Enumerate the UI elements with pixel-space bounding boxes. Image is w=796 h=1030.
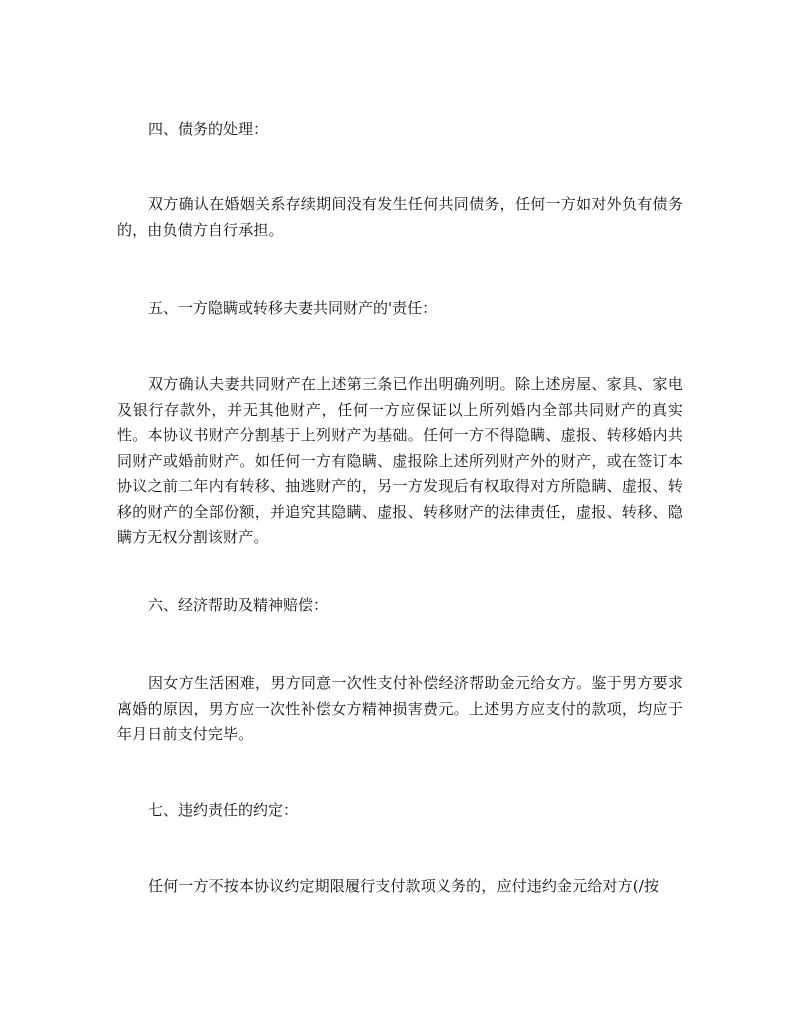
section-6-paragraph: 因女方生活困难，男方同意一次性支付补偿经济帮助金元给女方。鉴于男方要求离婚的原因，男方应一次性补偿女方精神损害费元。上述男方应支付的款项，均应于年月日前支付完毕。 <box>117 674 683 743</box>
section-4-paragraph: 双方确认在婚姻关系存续期间没有发生任何共同债务，任何一方如对外负有债务的，由负债方自行承担。 <box>117 195 683 239</box>
section-6-body <box>117 671 683 748</box>
section-4-body <box>117 192 683 243</box>
section-6-heading: 六、经济帮助及精神赔偿： <box>148 596 329 614</box>
section-5-heading: 五、一方隐瞒或转移夫妻共同财产的'责任： <box>148 299 438 317</box>
section-7-paragraph: 任何一方不按本协议约定期限履行支付款项义务的，应付违约金元给对方(/按 <box>148 877 660 895</box>
section-5-body <box>117 372 683 551</box>
section-7-heading: 七、违约责任的约定： <box>148 801 299 819</box>
section-4-heading: 四、债务的处理： <box>148 120 269 138</box>
section-5-paragraph: 双方确认夫妻共同财产在上述第三条已作出明确列明。除上述房屋、家具、家电及银行存款外，并无其他财产，任何一方应保证以上所列婚内全部共同财产的真实性。本协议书财产分割基于上列财产为基础。任何一方不得隐瞒、虚报、转移婚内共同财产或婚前财产。如任何一方有隐瞒、虚报除上述所列财产外的财产，或在签订本协议之前二年内有转移、抽逃财产的，另一方发现后有权取得对方所隐瞒、虚报、转移的财产的全部份额，并追究其隐瞒、虚报、转移财产的法律责任，虚报、转移、隐瞒方无权分割该财产。 <box>117 375 683 546</box>
section-7-body <box>117 874 683 900</box>
